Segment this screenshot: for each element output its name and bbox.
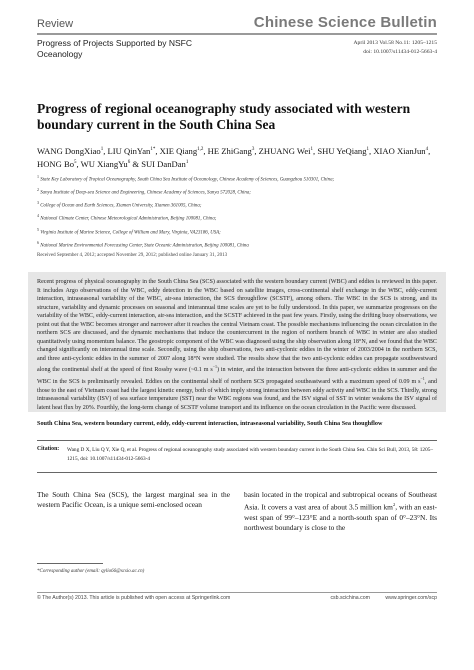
- footer-links: [316, 595, 437, 601]
- body-right-part-2: , with an east-west span of 99°–123°E and a north-south span of 0°–23°N. Its northwest boundary is close to the: [244, 502, 437, 533]
- author-separator: ,: [428, 145, 431, 156]
- author-name: SHU YeQiang: [317, 145, 367, 156]
- author-affiliation-marker: 6: [127, 159, 131, 165]
- affiliation-text: Virginia Institute of Marine Science, College of William and Mary, Virginia, VA23186, USA;: [39, 230, 221, 236]
- author-name: XIAO XianJun: [373, 145, 426, 156]
- author-name: WU XiangYu: [80, 158, 128, 169]
- body-right-part-1: basin located in the tropical and subtropical oceans of Southeast Asia. It covers a vast area of about 3.5 million km: [244, 490, 437, 512]
- author-name: ZHUANG Wei: [258, 145, 311, 156]
- author-name: LIU QinYan: [107, 145, 151, 156]
- section-title: Progress of Projects Supported by NSFC Oceanology: [37, 38, 192, 59]
- author-affiliation-marker: 1: [185, 159, 189, 165]
- affiliation-item: [37, 225, 437, 238]
- author-separator: ,: [369, 145, 374, 156]
- affiliation-marker: 3: [37, 200, 39, 206]
- affiliation-item: [37, 185, 437, 198]
- affiliation-item: [37, 198, 437, 211]
- author-name: SUI DanDan: [141, 158, 186, 169]
- author-name: XIE Qiang: [159, 145, 198, 156]
- author-separator: ,: [254, 145, 259, 156]
- journal-name: Chinese Science Bulletin: [253, 14, 437, 31]
- author-separator: ,: [103, 145, 108, 156]
- citation-label: Citation:: [37, 446, 60, 452]
- author-separator: ,: [203, 145, 208, 156]
- doi-line: doi: 10.1007/s11434-012-5663-4: [363, 49, 437, 55]
- article-category: Review: [37, 18, 74, 30]
- abstract-sup-2: −1: [420, 376, 425, 382]
- abstract-part-2: ) in winter, and the interaction between the three anti-cyclonic eddies in summer and the WBC in the SCS is preliminarily revealed. Eddies on the continental shelf of northern SCS propagated southeastward with a maximum speed of 0.09 m s: [37, 367, 437, 386]
- affiliation-item: [37, 211, 437, 224]
- abstract-sup-1: −1: [212, 364, 217, 370]
- author-affiliation-marker: 1: [310, 147, 314, 152]
- affiliation-marker: 5: [37, 226, 39, 232]
- paper-title: Progress of regional oceanography study associated with western boundary current in the South China Sea: [37, 101, 411, 132]
- affiliation-marker: 1: [37, 174, 39, 179]
- corresponding-author-note: *Corresponding author (email: qylio66@scsio.ac.cn): [37, 569, 145, 574]
- footer-rule: [37, 592, 437, 593]
- journal-site-link[interactable]: csb.scichina.com: [330, 595, 370, 601]
- affiliation-item: [37, 238, 437, 251]
- publisher-site-link[interactable]: www.springer.com/scp: [385, 595, 437, 601]
- affiliation-text: National Marine Environmental Forecasting Center, State Oceanic Administration, Beijing 100081, China: [39, 243, 249, 249]
- issue-line: April 2013 Vol.58 No.11: 1205–1215: [353, 40, 437, 46]
- keywords: South China Sea, western boundary current, eddy, eddy-current interaction, intraseasonal variability, South China Sea thoughflow: [37, 420, 383, 427]
- affiliation-item: [37, 172, 437, 185]
- citation-text: Wang D X, Liu Q Y, Xie Q, et al. Progress of regional oceanography study associated with western boundary current in the South China Sea. Chin Sci Bull, 2013, 58: 1205–1215, doi: 10.1007/s11434-012-5663-4: [67, 447, 434, 462]
- affiliation-text: State Key Laboratory of Tropical Oceanography, South China Sea Institute of Oceanology, Chinese Academy of Sciences, Guangzhou 510301, China;: [39, 177, 335, 183]
- author-affiliation-marker: 5: [74, 159, 77, 165]
- page-header: [37, 14, 437, 78]
- author-name: HONG Bo: [37, 158, 75, 169]
- issue-info: [354, 39, 438, 57]
- affiliation-text: Sanya Institute of Deep-sea Science and Engineering, Chinese Academy of Sciences, Sanya 572028, China;: [39, 190, 251, 196]
- author-affiliation-marker: 4: [425, 147, 429, 152]
- affiliation-marker: 6: [37, 239, 39, 245]
- body-right-sup: 2: [392, 502, 396, 508]
- citation-rule-top: [37, 440, 437, 441]
- affiliation-list: [37, 172, 437, 251]
- author-affiliation-marker: 3: [251, 147, 255, 152]
- author-separator: &: [130, 158, 142, 169]
- license-note: © The Author(s) 2013. This article is published with open access at Springerlink.com: [37, 595, 231, 601]
- author-affiliation-marker: 1: [100, 147, 104, 152]
- citation-rule-bottom: [37, 472, 437, 473]
- body-column-left: The South China Sea (SCS), the largest marginal sea in the western Pacific Ocean, is a unique semi-enclosed ocean: [37, 490, 230, 510]
- author-affiliation-marker: 1: [366, 147, 370, 152]
- abstract-part-3: , and those to the east of Vietnam coast had the largest kinetic energy, both of which imply strong interaction between eddy activity and WBC in the SCS. Thirdly, strong intraseasonal variability (ISV) of sea surface temperature (SST) near the WBC regions was found, and the ISV signal of SST in winter weakens the ISV signal of latent heat flux by 20%. Fourthly, the long-term change of SCSTF volume transport and its influence on the ocean circulation in the Pacific were discussed.: [37, 379, 437, 411]
- affiliation-text: College of Ocean and Earth Sciences, Xiamen University, Xiamen 361005, China;: [39, 203, 202, 209]
- header-rule: [37, 33, 437, 35]
- author-separator: ,: [76, 158, 81, 169]
- affiliation-marker: 4: [37, 213, 39, 219]
- footnote-rule: [37, 563, 103, 564]
- author-separator: ,: [155, 145, 160, 156]
- author-name: HE ZhiGang: [207, 145, 252, 156]
- received-dates: Received September 4, 2012; accepted November 29, 2012; published online January 31, 2013: [37, 253, 228, 258]
- author-affiliation-marker: 1,2: [197, 147, 204, 152]
- abstract: [37, 278, 437, 412]
- author-separator: ,: [313, 145, 318, 156]
- affiliation-text: National Climate Center, Chinese Meteorological Administration, Beijing 100081, China;: [39, 217, 217, 222]
- author-name: WANG DongXiao: [37, 145, 101, 156]
- abstract-part-1: Recent progress of physical oceanography in the South China Sea (SCS) associated with the western boundary current (WBC) and eddies is reviewed in this paper. It includes Argo observations of the WBC, eddy detection in the WBC based on satellite images, cross-continental shelf exchange in the WBC, eddy-current interaction, intraseasonal variability of the WBC, air-sea interaction, the SCS throughflow (SCSTF), among others. The WBC in the SCS is strong, and its structure, variability and dynamic processes on seasonal and interannual time scales are yet to be fully understood. In this paper, we summarize progresses on the variability of the WBC, eddy-current interaction, air-sea interaction, and the SCSTF achieved in the past few years. Firstly, using the drifting buoy observations, we point out that the WBC becomes stronger and narrower after it reaches the central Vietnam coast. The possible mechanisms influencing the ocean circulation in the northern SCS are discussed, and the dynamic mechanisms that induce the countercurrent in the region of northern branch of WBC in winter are also studied quantitatively using momentum balance. The geostropic component of the WBC was diagnosed using the ship observation along 18°N, and we found that the WBC changed significantly on interannual time scale. Secondly, using the ship observations, two anti-cyclonic eddies in the winter of 2003/2004 in the northern SCS, and three anti-cyclonic eddies in the summer of 2007 along 18°N were studied. The results show that the two anti-cyclonic eddies can propagate southwestward along the continental shelf at the speed of first Rossby wave (~0.1 m s: [37, 279, 437, 374]
- author-affiliation-marker: 1*: [150, 147, 156, 152]
- body-column-right: [244, 490, 437, 534]
- author-list: [37, 144, 437, 170]
- affiliation-marker: 2: [37, 187, 39, 193]
